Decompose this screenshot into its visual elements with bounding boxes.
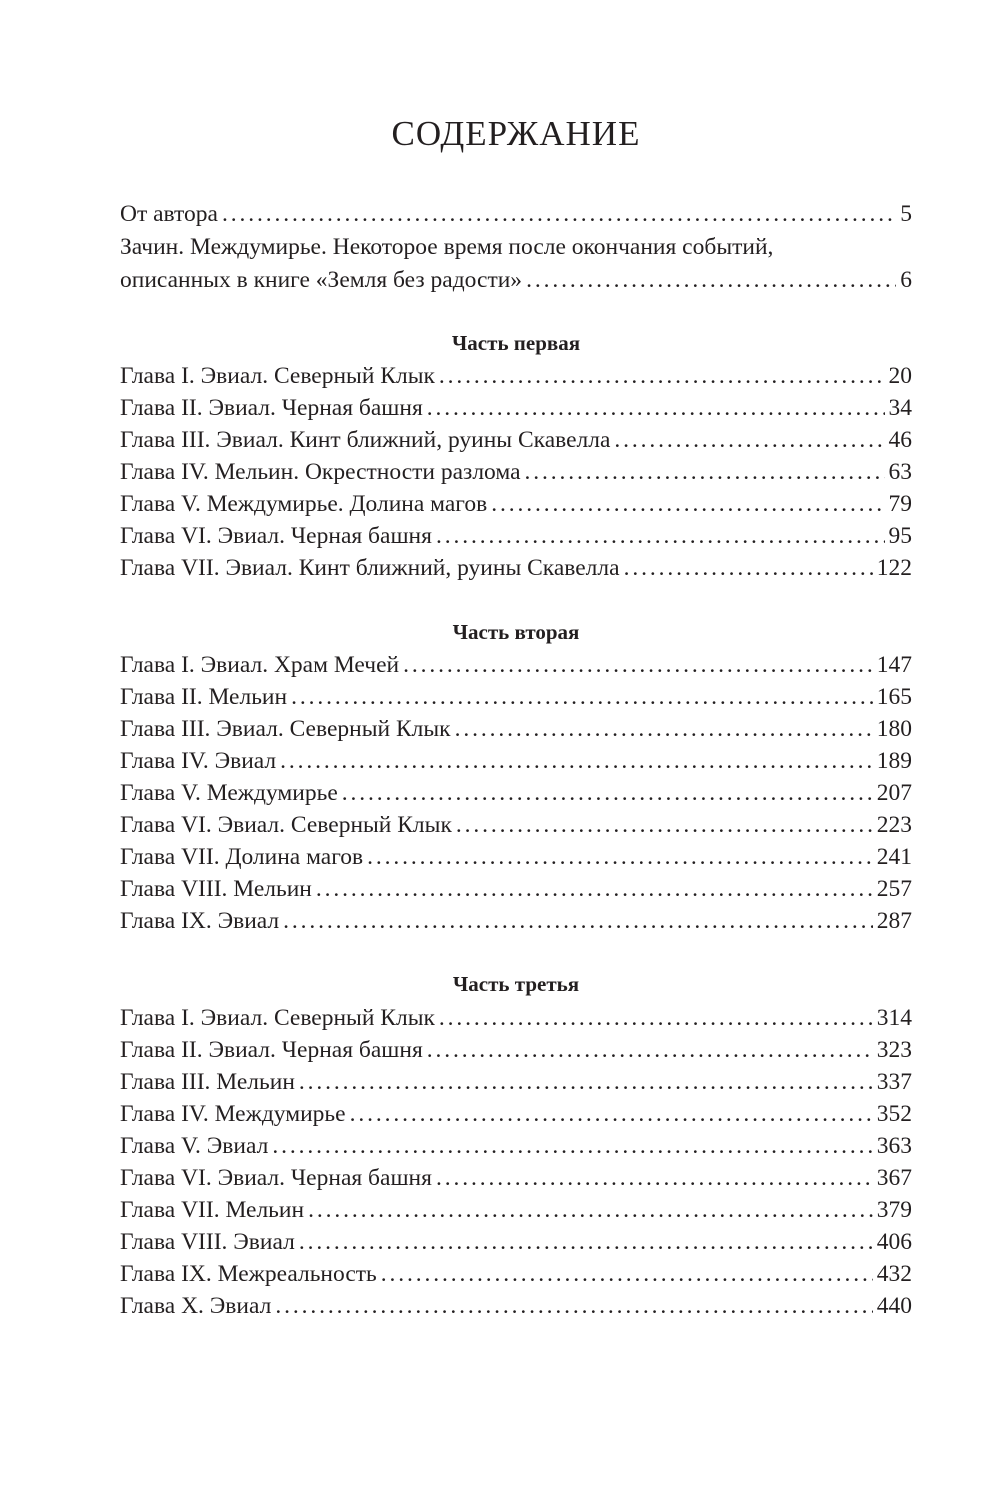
toc-entry-page: 379 xyxy=(876,1197,912,1223)
leader-dots xyxy=(525,456,885,488)
toc-entry-page: 287 xyxy=(876,908,912,934)
toc-entry-page: 363 xyxy=(876,1133,912,1159)
toc-entry[interactable] xyxy=(120,713,912,745)
toc-entry[interactable] xyxy=(120,1034,912,1066)
toc-entry-prologue-line1[interactable]: Зачин. Междумирье. Некоторое время после окончания событий, xyxy=(120,234,774,260)
leader-dots xyxy=(456,809,873,841)
toc-entry-label: описанных в книге «Земля без радости» xyxy=(120,267,523,293)
toc-entry-page: 241 xyxy=(876,844,912,870)
toc-entry-page: 147 xyxy=(876,652,912,678)
leader-dots xyxy=(436,1162,873,1194)
toc-entry-page: 6 xyxy=(900,267,912,293)
toc-entry-prologue[interactable] xyxy=(120,264,912,296)
toc-entry-label: Глава II. Эвиал. Черная башня xyxy=(120,395,423,421)
leader-dots xyxy=(222,198,896,230)
toc-entry-label: Глава X. Эвиал xyxy=(120,1293,272,1319)
toc-entry-label: Глава V. Междумирье. Долина магов xyxy=(120,491,488,517)
leader-dots xyxy=(427,392,885,424)
leader-dots xyxy=(283,905,873,937)
toc-entry[interactable] xyxy=(120,1066,912,1098)
toc-entry-label: Глава II. Эвиал. Черная башня xyxy=(120,1037,423,1063)
toc-entry-page: 352 xyxy=(876,1101,912,1127)
part-heading: Часть вторая xyxy=(452,620,580,644)
toc-entry[interactable] xyxy=(120,809,912,841)
toc-entry[interactable] xyxy=(120,777,912,809)
toc-entry-label: Глава VI. Эвиал. Черная башня xyxy=(120,523,432,549)
toc-entry-page: 367 xyxy=(876,1165,912,1191)
toc-entry[interactable] xyxy=(120,1290,912,1322)
toc-entry-label: Глава VIII. Мельин xyxy=(120,876,312,902)
toc-entry-page: 223 xyxy=(876,812,912,838)
toc-entry-label: Глава VIII. Эвиал xyxy=(120,1229,295,1255)
toc-entry[interactable] xyxy=(120,552,912,584)
toc-entry[interactable] xyxy=(120,841,912,873)
leader-dots xyxy=(342,777,873,809)
toc-entry-label: Глава IV. Мельин. Окрестности разлома xyxy=(120,459,521,485)
toc-entry-label: Глава IX. Межреальность xyxy=(120,1261,377,1287)
toc-entry[interactable] xyxy=(120,1194,912,1226)
leader-dots xyxy=(439,1002,873,1034)
part-heading: Часть третья xyxy=(452,972,580,996)
toc-entry[interactable] xyxy=(120,456,912,488)
toc-entry-page: 314 xyxy=(876,1005,912,1031)
toc-entry[interactable] xyxy=(120,1098,912,1130)
page-title: СОДЕРЖАНИЕ xyxy=(391,114,641,153)
leader-dots xyxy=(614,424,884,456)
toc-entry[interactable] xyxy=(120,360,912,392)
toc-entry-label: Глава V. Междумирье xyxy=(120,780,338,806)
leader-dots xyxy=(350,1098,873,1130)
toc-entry[interactable] xyxy=(120,1162,912,1194)
toc-entry[interactable] xyxy=(120,873,912,905)
toc-entry-label: Глава I. Эвиал. Северный Клык xyxy=(120,363,435,389)
leader-dots xyxy=(427,1034,873,1066)
toc-entry-page: 46 xyxy=(888,427,912,453)
leader-dots xyxy=(436,520,885,552)
leader-dots xyxy=(272,1130,872,1162)
leader-dots xyxy=(381,1258,873,1290)
leader-dots xyxy=(308,1194,873,1226)
toc-entry[interactable] xyxy=(120,488,912,520)
toc-entry-label: Глава III. Мельин xyxy=(120,1069,295,1095)
toc-entry-label: Глава IV. Эвиал xyxy=(120,748,277,774)
leader-dots xyxy=(624,552,873,584)
toc-entry-page: 337 xyxy=(876,1069,912,1095)
toc-entry-label: Глава I. Эвиал. Храм Мечей xyxy=(120,652,400,678)
toc-entry[interactable] xyxy=(120,1258,912,1290)
toc-entry-label: Глава II. Мельин xyxy=(120,684,288,710)
leader-dots xyxy=(403,649,873,681)
toc-entry-label: Глава VII. Мельин xyxy=(120,1197,305,1223)
toc-entry-page: 180 xyxy=(876,716,912,742)
toc-entry-label: Глава VII. Долина магов xyxy=(120,844,364,870)
toc-entry-label: Глава VI. Эвиал. Северный Клык xyxy=(120,812,452,838)
toc-entry-label: Глава I. Эвиал. Северный Клык xyxy=(120,1005,435,1031)
toc-entry-page: 189 xyxy=(876,748,912,774)
toc-entry[interactable] xyxy=(120,1130,912,1162)
leader-dots xyxy=(291,681,873,713)
toc-entry-page: 34 xyxy=(888,395,912,421)
toc-entry-page: 165 xyxy=(876,684,912,710)
toc-entry-label: Глава VII. Эвиал. Кинт ближний, руины Скавелла xyxy=(120,555,620,581)
toc-entry-label: Глава IX. Эвиал xyxy=(120,908,280,934)
toc-entry[interactable] xyxy=(120,681,912,713)
toc-entry-page: 122 xyxy=(876,555,912,581)
leader-dots xyxy=(316,873,873,905)
leader-dots xyxy=(275,1290,872,1322)
toc-entry-page: 257 xyxy=(876,876,912,902)
toc-entry[interactable] xyxy=(120,424,912,456)
leader-dots xyxy=(299,1226,873,1258)
toc-entry-page: 440 xyxy=(876,1293,912,1319)
toc-entry[interactable] xyxy=(120,520,912,552)
toc-entry-page: 20 xyxy=(888,363,912,389)
toc-entry[interactable] xyxy=(120,905,912,937)
toc-entry-page: 5 xyxy=(900,201,912,227)
toc-entry-label: Глава III. Эвиал. Кинт ближний, руины Скавелла xyxy=(120,427,611,453)
toc-entry-label: Глава IV. Междумирье xyxy=(120,1101,346,1127)
toc-entry[interactable] xyxy=(120,1226,912,1258)
toc-entry-page: 323 xyxy=(876,1037,912,1063)
leader-dots xyxy=(526,264,896,296)
toc-entry[interactable] xyxy=(120,392,912,424)
toc-entry-page: 79 xyxy=(888,491,912,517)
toc-entry[interactable] xyxy=(120,649,912,681)
toc-entry-page: 406 xyxy=(876,1229,912,1255)
leader-dots xyxy=(455,713,873,745)
leader-dots xyxy=(367,841,873,873)
leader-dots xyxy=(280,745,873,777)
leader-dots xyxy=(299,1066,873,1098)
toc-entry-label: От автора xyxy=(120,201,218,227)
part-heading: Часть первая xyxy=(451,331,581,355)
toc-entry-label: Глава VI. Эвиал. Черная башня xyxy=(120,1165,432,1191)
toc-entry[interactable] xyxy=(120,745,912,777)
toc-entry-page: 432 xyxy=(876,1261,912,1287)
leader-dots xyxy=(439,360,885,392)
toc-entry-from-author[interactable] xyxy=(120,198,912,230)
toc-entry-page: 95 xyxy=(888,523,912,549)
toc-entry-label: Глава III. Эвиал. Северный Клык xyxy=(120,716,451,742)
toc-entry-page: 63 xyxy=(888,459,912,485)
toc-entry-page: 207 xyxy=(876,780,912,806)
toc-entry-label: Глава V. Эвиал xyxy=(120,1133,269,1159)
leader-dots xyxy=(491,488,884,520)
toc-entry[interactable] xyxy=(120,1002,912,1034)
